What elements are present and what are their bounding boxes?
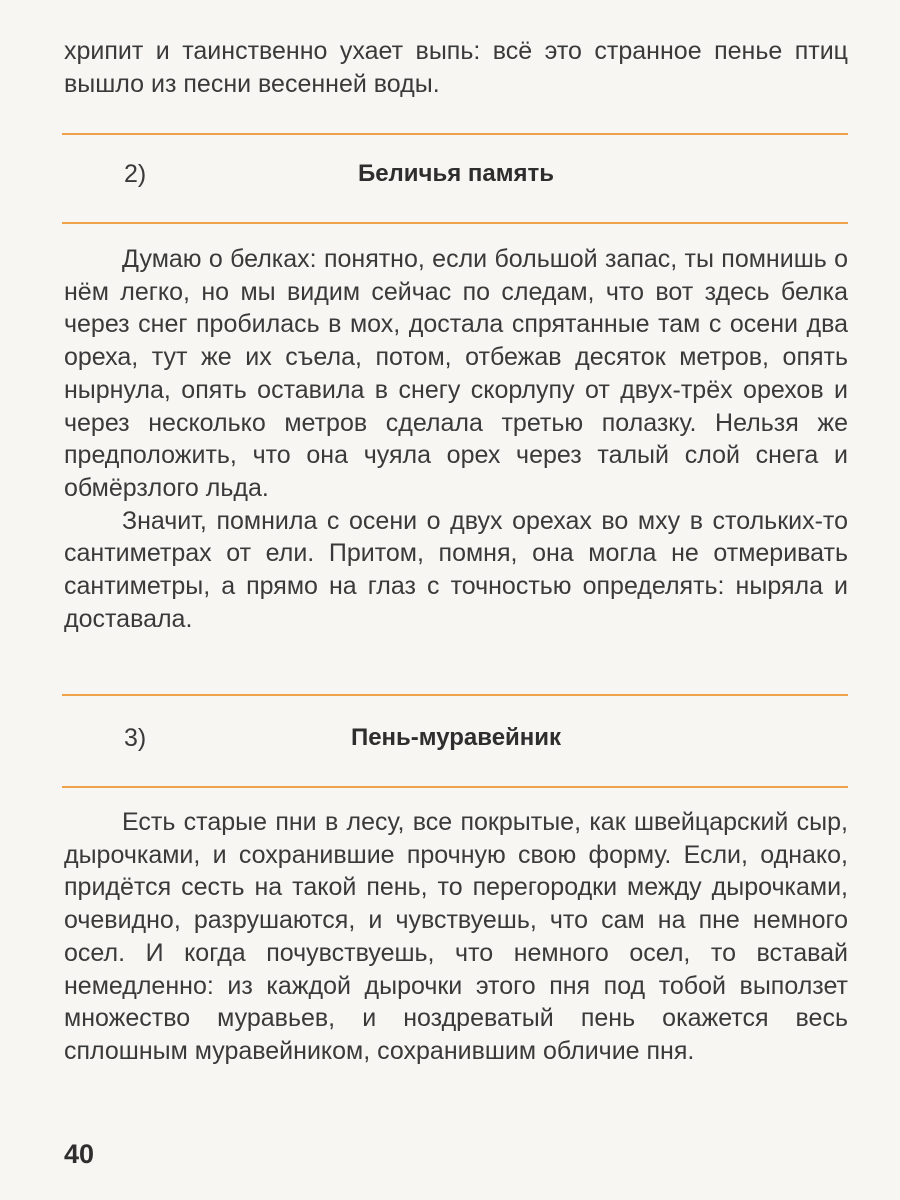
divider-rule — [62, 694, 848, 696]
section-body-3 — [64, 806, 848, 1068]
section-title: Пень-муравейник — [350, 724, 562, 751]
section-number: 3) — [124, 724, 147, 752]
section-number: 2) — [124, 160, 147, 188]
section-title: Беличья память — [357, 160, 555, 187]
body-paragraph: Есть старые пни в лесу, все покрытые, как швейцарский сыр, дырочками, и сохранившие прочную свою форму. Если, однако, придётся сесть на такой пень, то перегородки между дырочками, очевидно, разрушаются, и чувствуешь, что сам на пне немного осел. И когда почувствуешь, что немного осел, то вставай немедленно: из каждой дырочки этого пня под тобой выползет множество муравьев, и ноздреватый пень окажется весь сплошным муравейником, сохранившим обличие пня. — [64, 808, 848, 1065]
divider-rule — [62, 786, 848, 788]
fragment-paragraph: хрипит и таинственно ухает выпь: всё это странное пенье птиц вышло из песни весенней воды. — [64, 37, 848, 98]
section-heading-2 — [64, 158, 848, 194]
section-heading-3 — [64, 722, 848, 758]
page-number: 40 — [64, 1139, 95, 1169]
section-body-2 — [64, 243, 848, 635]
body-paragraph: Думаю о белках: понятно, если большой запас, ты помнишь о нём легко, но мы видим сейчас по следам, что вот здесь белка через снег пробилась в мох, достала спрятанные там с осени два ореха, тут же их съела, потом, отбежав десяток метров, опять нырнула, опять оставила в снегу скорлупу от двух-трёх орехов и через несколько метров сделала третью полазку. Нельзя же предположить, что она чуяла орех через талый слой снега и обмёрзлого льда. — [64, 245, 848, 502]
body-paragraph: Значит, помнила с осени о двух орехах во мху в стольких-то сантиметрах от ели. Притом, помня, она могла не отмеривать сантиметры, а прямо на глаз с точностью определять: ныряла и доставала. — [64, 506, 848, 633]
previous-text-fragment — [64, 35, 848, 100]
divider-rule — [62, 133, 848, 135]
divider-rule — [62, 222, 848, 224]
